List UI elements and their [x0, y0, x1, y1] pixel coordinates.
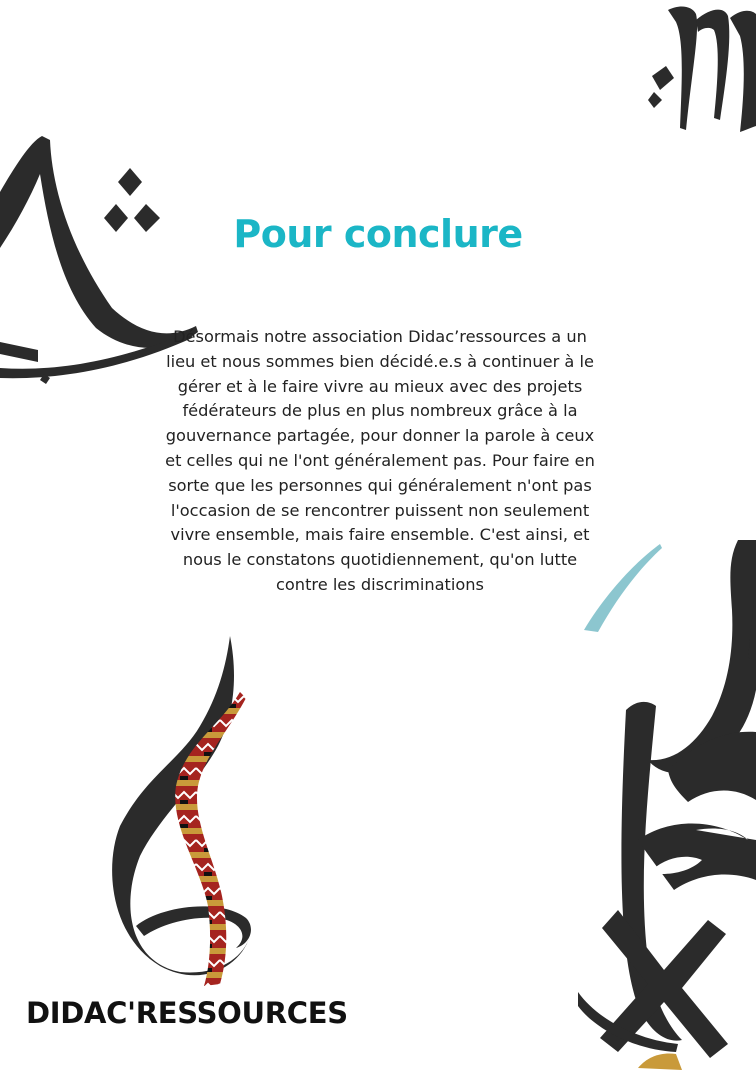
page-title: Pour conclure — [233, 212, 523, 256]
calligraphy-patterned-swirl-icon — [100, 636, 260, 1000]
conclusion-paragraph: Désormais notre association Didac’ressources a un lieu et nous sommes bien décidé.e.s à continuer à le gérer et à le faire vivre au mieux avec des projets fédérateurs de plus en plus nombreux grâce à la gouvernance partagée, pour donner la parole à ceux et celles qui ne l'ont généralement pas. Pour faire en sorte que les personnes qui généralement n'ont pas l'occasion de se rencontrer puissent non seulement vivre ensemble, mais faire ensemble. C'est ainsi, et nous le constatons quotidiennement, qu'on lutte contre les discriminations — [165, 327, 595, 594]
calligraphy-right-icon — [578, 540, 756, 1070]
calligraphy-top-right-icon — [640, 0, 756, 140]
brand-name: DIDAC'RESSOURCES — [26, 996, 348, 1030]
